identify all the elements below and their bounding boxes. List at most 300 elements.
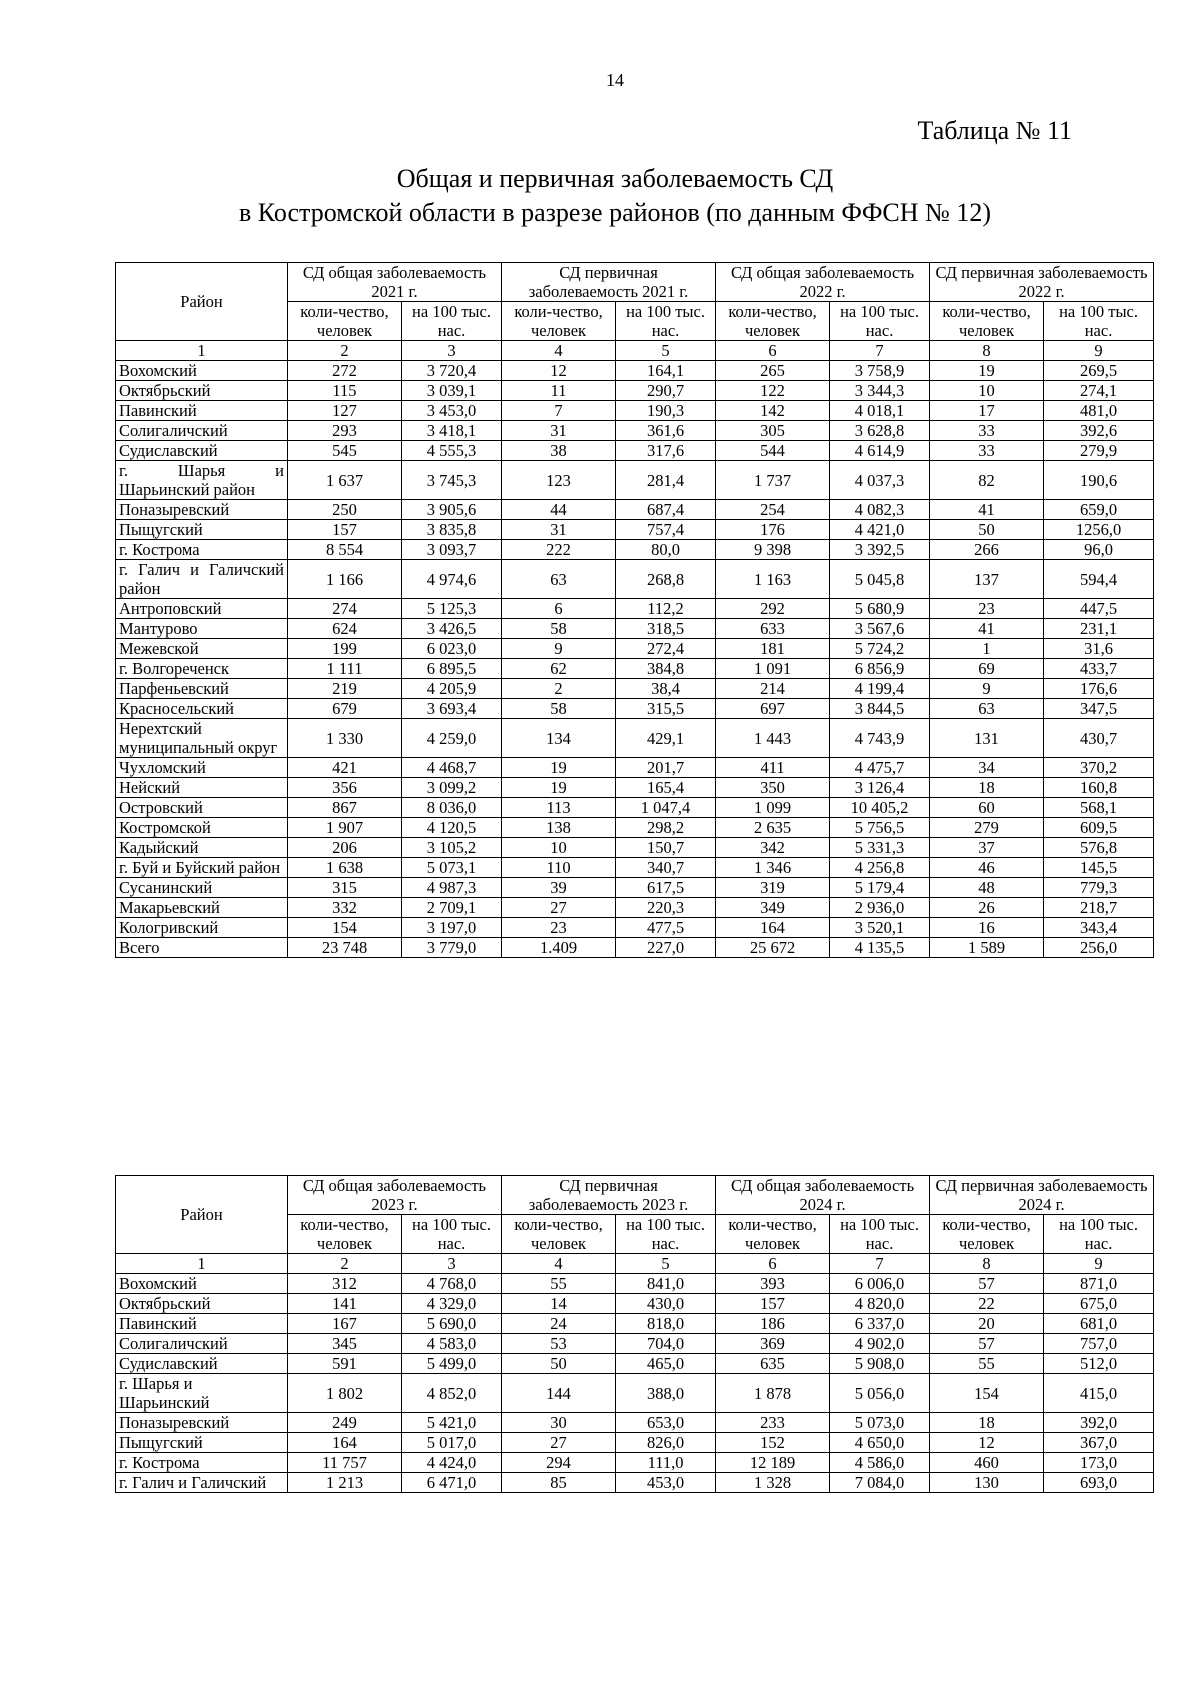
count-cell: 274 (288, 599, 402, 619)
count-cell: 272 (288, 361, 402, 381)
table-row (116, 361, 1154, 381)
count-cell: 1 166 (288, 560, 402, 599)
rate-cell: 3 197,0 (402, 918, 502, 938)
count-cell: 635 (716, 1354, 830, 1374)
count-cell: 19 (930, 361, 1044, 381)
column-number: 1 (116, 341, 288, 361)
rate-cell: 4 120,5 (402, 818, 502, 838)
table-row (116, 1334, 1154, 1354)
count-cell: 219 (288, 679, 402, 699)
rate-cell: 681,0 (1044, 1314, 1154, 1334)
rate-cell: 8 036,0 (402, 798, 502, 818)
district-name-cell: Чухломский (116, 758, 288, 778)
count-cell: 1 737 (716, 461, 830, 500)
column-number: 6 (716, 1254, 830, 1274)
count-cell: 20 (930, 1314, 1044, 1334)
count-cell: 312 (288, 1274, 402, 1294)
rate-cell: 576,8 (1044, 838, 1154, 858)
count-cell: 154 (930, 1374, 1044, 1413)
count-cell: 250 (288, 500, 402, 520)
rate-cell: 429,1 (616, 719, 716, 758)
rate-cell: 272,4 (616, 639, 716, 659)
rate-cell: 4 586,0 (830, 1453, 930, 1473)
page-number: 14 (606, 70, 624, 90)
rate-cell: 4 259,0 (402, 719, 502, 758)
count-cell: 16 (930, 918, 1044, 938)
count-cell: 222 (502, 540, 616, 560)
count-cell: 332 (288, 898, 402, 918)
count-cell: 141 (288, 1294, 402, 1314)
count-cell: 37 (930, 838, 1044, 858)
rate-cell: 3 720,4 (402, 361, 502, 381)
table-row (116, 878, 1154, 898)
rate-cell: 256,0 (1044, 938, 1154, 958)
table-row (116, 500, 1154, 520)
rate-subheader: на 100 тыс. нас. (616, 1215, 716, 1254)
count-cell: 266 (930, 540, 1044, 560)
district-name-cell: Вохомский (116, 361, 288, 381)
table-row (116, 898, 1154, 918)
district-name-cell: Парфеньевский (116, 679, 288, 699)
rate-cell: 4 256,8 (830, 858, 930, 878)
rate-cell: 5 125,3 (402, 599, 502, 619)
count-cell: 39 (502, 878, 616, 898)
rate-subheader: на 100 тыс. нас. (1044, 302, 1154, 341)
rate-cell: 617,5 (616, 878, 716, 898)
rate-cell: 3 392,5 (830, 540, 930, 560)
rate-cell: 5 045,8 (830, 560, 930, 599)
count-cell: 1 638 (288, 858, 402, 878)
district-name-cell: г. Буй и Буйский район (116, 858, 288, 878)
district-name-cell: Кологривский (116, 918, 288, 938)
rate-cell: 3 105,2 (402, 838, 502, 858)
rate-cell: 227,0 (616, 938, 716, 958)
table-row (116, 758, 1154, 778)
count-cell: 633 (716, 619, 830, 639)
rate-cell: 370,2 (1044, 758, 1154, 778)
count-cell: 27 (502, 1433, 616, 1453)
table-label: Таблица № 11 (917, 116, 1072, 145)
rate-cell: 165,4 (616, 778, 716, 798)
count-cell: 24 (502, 1314, 616, 1334)
rate-cell: 347,5 (1044, 699, 1154, 719)
count-cell: 411 (716, 758, 830, 778)
table-row (116, 421, 1154, 441)
column-number-row (116, 1254, 1154, 1274)
count-cell: 85 (502, 1473, 616, 1493)
rate-cell: 10 405,2 (830, 798, 930, 818)
count-cell: 1 099 (716, 798, 830, 818)
rate-cell: 4 820,0 (830, 1294, 930, 1314)
rate-cell: 150,7 (616, 838, 716, 858)
count-cell: 113 (502, 798, 616, 818)
count-cell: 292 (716, 599, 830, 619)
rate-cell: 609,5 (1044, 818, 1154, 838)
district-name-cell: Судиславский (116, 441, 288, 461)
rate-cell: 4 205,9 (402, 679, 502, 699)
count-cell: 41 (930, 619, 1044, 639)
group-header: СД общая заболеваемость 2021 г. (288, 263, 502, 302)
rate-cell: 5 680,9 (830, 599, 930, 619)
count-cell: 38 (502, 441, 616, 461)
rate-cell: 3 905,6 (402, 500, 502, 520)
count-cell: 60 (930, 798, 1044, 818)
table-row (116, 938, 1154, 958)
count-cell: 50 (930, 520, 1044, 540)
count-cell: 10 (930, 381, 1044, 401)
count-cell: 123 (502, 461, 616, 500)
count-cell: 167 (288, 1314, 402, 1334)
count-cell: 22 (930, 1294, 1044, 1314)
count-cell: 46 (930, 858, 1044, 878)
district-name-cell: Павинский (116, 1314, 288, 1334)
rate-cell: 218,7 (1044, 898, 1154, 918)
rate-cell: 3 093,7 (402, 540, 502, 560)
table-1-body (116, 263, 1154, 958)
district-name-cell: Мантурово (116, 619, 288, 639)
count-cell: 55 (930, 1354, 1044, 1374)
count-cell: 1 (930, 639, 1044, 659)
rate-cell: 388,0 (616, 1374, 716, 1413)
count-cell: 18 (930, 778, 1044, 798)
count-cell: 157 (288, 520, 402, 540)
rate-cell: 231,1 (1044, 619, 1154, 639)
column-number: 6 (716, 341, 830, 361)
count-cell: 50 (502, 1354, 616, 1374)
rate-cell: 693,0 (1044, 1473, 1154, 1493)
count-cell: 176 (716, 520, 830, 540)
count-cell: 350 (716, 778, 830, 798)
rate-cell: 4 199,4 (830, 679, 930, 699)
group-header: СД первичная заболеваемость 2022 г. (930, 263, 1154, 302)
rate-cell: 190,6 (1044, 461, 1154, 500)
rate-cell: 269,5 (1044, 361, 1154, 381)
column-number: 5 (616, 1254, 716, 1274)
count-cell: 867 (288, 798, 402, 818)
count-cell: 11 (502, 381, 616, 401)
district-name-cell: Октябрьский (116, 1294, 288, 1314)
incidence-table-2023-2024 (115, 1175, 1154, 1493)
rate-cell: 465,0 (616, 1354, 716, 1374)
rate-subheader: на 100 тыс. нас. (830, 302, 930, 341)
rate-cell: 4 974,6 (402, 560, 502, 599)
count-cell: 154 (288, 918, 402, 938)
district-name-cell: Поназыревский (116, 1413, 288, 1433)
rate-cell: 145,5 (1044, 858, 1154, 878)
rate-cell: 433,7 (1044, 659, 1154, 679)
table-row (116, 560, 1154, 599)
rate-cell: 757,0 (1044, 1334, 1154, 1354)
rate-cell: 4 768,0 (402, 1274, 502, 1294)
count-cell: 545 (288, 441, 402, 461)
district-name-cell: Сусанинский (116, 878, 288, 898)
rate-cell: 4 018,1 (830, 401, 930, 421)
count-cell: 9 398 (716, 540, 830, 560)
rate-cell: 7 084,0 (830, 1473, 930, 1493)
rate-cell: 160,8 (1044, 778, 1154, 798)
count-cell: 122 (716, 381, 830, 401)
table-row (116, 778, 1154, 798)
column-number: 1 (116, 1254, 288, 1274)
column-number: 7 (830, 1254, 930, 1274)
count-cell: 294 (502, 1453, 616, 1473)
table-row (116, 619, 1154, 639)
rate-cell: 4 583,0 (402, 1334, 502, 1354)
rate-cell: 2 936,0 (830, 898, 930, 918)
count-subheader: коли-чество, человек (930, 1215, 1044, 1254)
count-cell: 63 (502, 560, 616, 599)
count-cell: 279 (930, 818, 1044, 838)
district-name-cell: Межевской (116, 639, 288, 659)
table-row (116, 818, 1154, 838)
rate-subheader: на 100 тыс. нас. (402, 1215, 502, 1254)
count-cell: 460 (930, 1453, 1044, 1473)
column-number: 3 (402, 1254, 502, 1274)
table-row (116, 1413, 1154, 1433)
rate-cell: 4 555,3 (402, 441, 502, 461)
rate-cell: 31,6 (1044, 639, 1154, 659)
count-cell: 9 (930, 679, 1044, 699)
count-cell: 131 (930, 719, 1044, 758)
count-cell: 134 (502, 719, 616, 758)
count-cell: 130 (930, 1473, 1044, 1493)
rate-cell: 201,7 (616, 758, 716, 778)
count-cell: 1 091 (716, 659, 830, 679)
rate-cell: 704,0 (616, 1334, 716, 1354)
district-name-cell: г. Шарья и Шарьинский район (116, 461, 288, 500)
rate-cell: 453,0 (616, 1473, 716, 1493)
district-name-cell: Солигаличский (116, 1334, 288, 1354)
count-cell: 10 (502, 838, 616, 858)
table-row (116, 441, 1154, 461)
district-name-cell: Нейский (116, 778, 288, 798)
count-cell: 12 (930, 1433, 1044, 1453)
count-cell: 144 (502, 1374, 616, 1413)
count-cell: 44 (502, 500, 616, 520)
rate-cell: 4 743,9 (830, 719, 930, 758)
count-cell: 142 (716, 401, 830, 421)
rate-cell: 594,4 (1044, 560, 1154, 599)
column-number: 8 (930, 341, 1044, 361)
rate-cell: 675,0 (1044, 1294, 1154, 1314)
count-cell: 58 (502, 619, 616, 639)
count-cell: 110 (502, 858, 616, 878)
table-row (116, 659, 1154, 679)
rate-cell: 5 690,0 (402, 1314, 502, 1334)
group-header: СД первичная заболеваемость 2023 г. (502, 1176, 716, 1215)
group-header: СД первичная заболеваемость 2024 г. (930, 1176, 1154, 1215)
count-cell: 31 (502, 520, 616, 540)
count-cell: 1 328 (716, 1473, 830, 1493)
rate-subheader: на 100 тыс. нас. (1044, 1215, 1154, 1254)
count-cell: 356 (288, 778, 402, 798)
rate-cell: 3 418,1 (402, 421, 502, 441)
rate-cell: 4 135,5 (830, 938, 930, 958)
rate-cell: 268,8 (616, 560, 716, 599)
count-cell: 12 189 (716, 1453, 830, 1473)
rate-cell: 5 421,0 (402, 1413, 502, 1433)
rate-cell: 779,3 (1044, 878, 1154, 898)
rate-cell: 1 047,4 (616, 798, 716, 818)
count-cell: 48 (930, 878, 1044, 898)
rate-cell: 3 426,5 (402, 619, 502, 639)
table-title-line-1: Общая и первичная заболеваемость СД (396, 164, 834, 193)
table-row (116, 679, 1154, 699)
rate-cell: 3 520,1 (830, 918, 930, 938)
count-subheader: коли-чество, человек (930, 302, 1044, 341)
rate-cell: 818,0 (616, 1314, 716, 1334)
count-cell: 181 (716, 639, 830, 659)
rate-cell: 447,5 (1044, 599, 1154, 619)
rate-cell: 298,2 (616, 818, 716, 838)
district-name-cell: Нерехтский муниципальный округ (116, 719, 288, 758)
rate-cell: 80,0 (616, 540, 716, 560)
rate-cell: 6 006,0 (830, 1274, 930, 1294)
rate-cell: 281,4 (616, 461, 716, 500)
table-row (116, 599, 1154, 619)
column-number: 9 (1044, 341, 1154, 361)
count-cell: 69 (930, 659, 1044, 679)
rate-cell: 512,0 (1044, 1354, 1154, 1374)
rate-cell: 4 468,7 (402, 758, 502, 778)
count-subheader: коли-чество, человек (288, 302, 402, 341)
district-name-cell: Костромской (116, 818, 288, 838)
rate-cell: 5 017,0 (402, 1433, 502, 1453)
rate-subheader: на 100 тыс. нас. (616, 302, 716, 341)
group-header: СД первичная заболеваемость 2021 г. (502, 263, 716, 302)
count-cell: 305 (716, 421, 830, 441)
column-number: 9 (1044, 1254, 1154, 1274)
rate-cell: 317,6 (616, 441, 716, 461)
rate-cell: 3 745,3 (402, 461, 502, 500)
table-row (116, 858, 1154, 878)
count-cell: 233 (716, 1413, 830, 1433)
count-cell: 138 (502, 818, 616, 838)
table-row (116, 1274, 1154, 1294)
rate-cell: 3 693,4 (402, 699, 502, 719)
rate-cell: 96,0 (1044, 540, 1154, 560)
table-row (116, 719, 1154, 758)
rate-cell: 5 179,4 (830, 878, 930, 898)
header-row (116, 263, 1154, 302)
rate-cell: 687,4 (616, 500, 716, 520)
rate-cell: 3 758,9 (830, 361, 930, 381)
table-2-body (116, 1176, 1154, 1493)
rate-cell: 4 421,0 (830, 520, 930, 540)
rate-cell: 653,0 (616, 1413, 716, 1433)
rate-cell: 4 987,3 (402, 878, 502, 898)
count-cell: 62 (502, 659, 616, 679)
district-name-cell: г. Шарья и Шарьинский (116, 1374, 288, 1413)
table-row (116, 1354, 1154, 1374)
rate-cell: 111,0 (616, 1453, 716, 1473)
count-cell: 164 (288, 1433, 402, 1453)
count-subheader: коли-чество, человек (716, 302, 830, 341)
count-cell: 186 (716, 1314, 830, 1334)
count-cell: 33 (930, 421, 1044, 441)
rate-cell: 871,0 (1044, 1274, 1154, 1294)
district-name-cell: г. Кострома (116, 540, 288, 560)
count-cell: 293 (288, 421, 402, 441)
count-cell: 697 (716, 699, 830, 719)
count-subheader: коли-чество, человек (288, 1215, 402, 1254)
count-cell: 33 (930, 441, 1044, 461)
rate-cell: 392,0 (1044, 1413, 1154, 1433)
rate-cell: 5 724,2 (830, 639, 930, 659)
group-header: СД общая заболеваемость 2022 г. (716, 263, 930, 302)
count-cell: 544 (716, 441, 830, 461)
rate-cell: 841,0 (616, 1274, 716, 1294)
table-row (116, 1294, 1154, 1314)
count-cell: 206 (288, 838, 402, 858)
count-cell: 315 (288, 878, 402, 898)
count-cell: 1 330 (288, 719, 402, 758)
rate-cell: 5 908,0 (830, 1354, 930, 1374)
group-header: СД общая заболеваемость 2023 г. (288, 1176, 502, 1215)
rate-cell: 477,5 (616, 918, 716, 938)
district-name-cell: г. Волгореченск (116, 659, 288, 679)
district-name-cell: Солигаличский (116, 421, 288, 441)
count-cell: 152 (716, 1433, 830, 1453)
column-number: 2 (288, 341, 402, 361)
count-cell: 265 (716, 361, 830, 381)
rate-cell: 5 073,0 (830, 1413, 930, 1433)
count-cell: 164 (716, 918, 830, 938)
rate-cell: 315,5 (616, 699, 716, 719)
count-cell: 1 802 (288, 1374, 402, 1413)
rate-cell: 3 344,3 (830, 381, 930, 401)
rate-cell: 430,0 (616, 1294, 716, 1314)
district-header: Район (116, 1176, 288, 1254)
table-row (116, 540, 1154, 560)
district-name-cell: Антроповский (116, 599, 288, 619)
group-header: СД общая заболеваемость 2024 г. (716, 1176, 930, 1215)
count-cell: 1 213 (288, 1473, 402, 1493)
count-cell: 17 (930, 401, 1044, 421)
district-name-cell: Павинский (116, 401, 288, 421)
column-number: 4 (502, 1254, 616, 1274)
count-cell: 679 (288, 699, 402, 719)
rate-cell: 3 628,8 (830, 421, 930, 441)
count-cell: 1 163 (716, 560, 830, 599)
rate-cell: 4 614,9 (830, 441, 930, 461)
count-cell: 319 (716, 878, 830, 898)
count-cell: 82 (930, 461, 1044, 500)
count-subheader: коли-чество, человек (502, 1215, 616, 1254)
count-cell: 2 635 (716, 818, 830, 838)
rate-cell: 290,7 (616, 381, 716, 401)
rate-cell: 1256,0 (1044, 520, 1154, 540)
count-cell: 199 (288, 639, 402, 659)
rate-cell: 5 073,1 (402, 858, 502, 878)
table-row (116, 639, 1154, 659)
rate-cell: 3 039,1 (402, 381, 502, 401)
table-title-line-2: в Костромской области в разрезе районов (по данным ФФСН № 12) (239, 198, 991, 227)
column-number: 7 (830, 341, 930, 361)
count-cell: 421 (288, 758, 402, 778)
count-subheader: коли-чество, человек (716, 1215, 830, 1254)
rate-cell: 4 902,0 (830, 1334, 930, 1354)
count-cell: 137 (930, 560, 1044, 599)
count-cell: 25 672 (716, 938, 830, 958)
table-row (116, 918, 1154, 938)
rate-cell: 3 567,6 (830, 619, 930, 639)
table-row (116, 838, 1154, 858)
count-cell: 9 (502, 639, 616, 659)
rate-cell: 176,6 (1044, 679, 1154, 699)
district-name-cell: Пыщугский (116, 520, 288, 540)
count-cell: 349 (716, 898, 830, 918)
